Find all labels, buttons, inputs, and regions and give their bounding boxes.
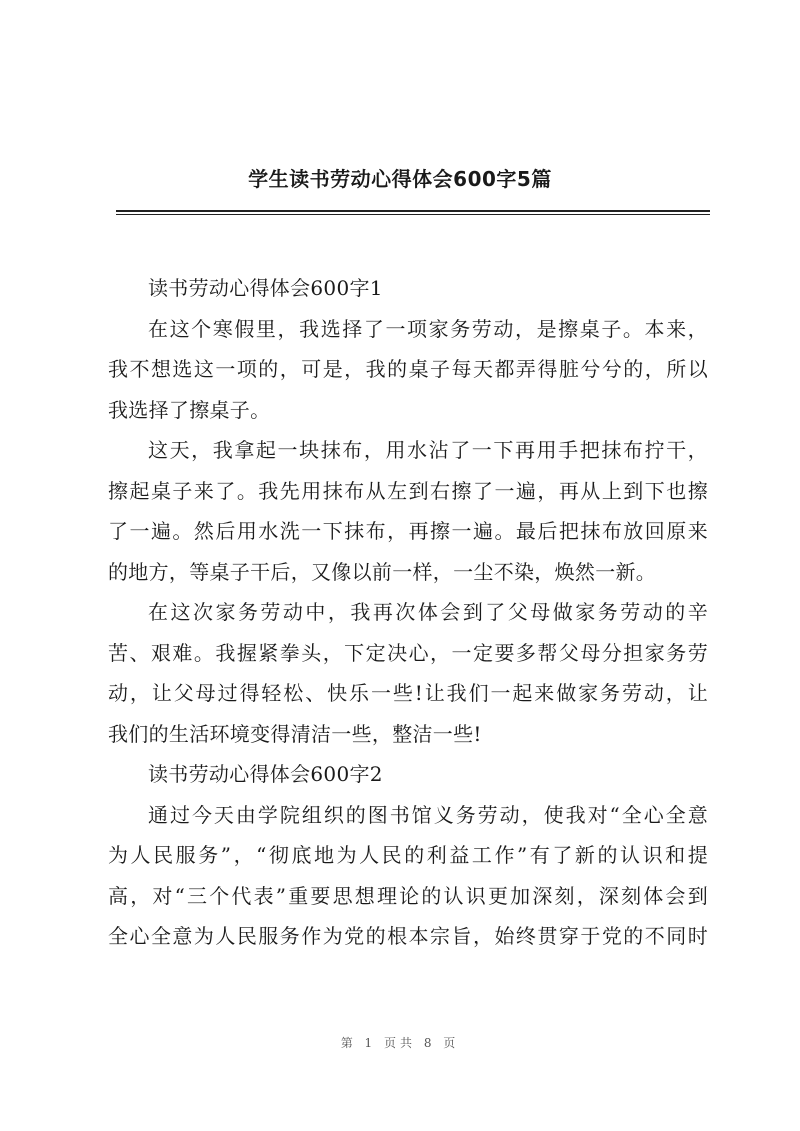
paragraph-line: 通过今天由学院组织的图书馆义务劳动，使我对“全心全意	[148, 802, 708, 827]
paragraph-line: 为人民服务”，“彻底地为人民的利益工作”有了新的认识和提	[108, 843, 708, 867]
page-number-footer: 第 1 页共 8 页	[340, 1036, 460, 1050]
paragraph-line: 我选择了擦桌子。	[108, 397, 271, 422]
paragraph-line: 高，对“三个代表”重要思想理论的认识更加深刻，深刻体会到	[108, 883, 708, 908]
paragraph-line: 了一遍。然后用水洗一下抹布，再擦一遍。最后把抹布放回原来	[108, 519, 708, 543]
title-divider	[116, 210, 710, 215]
paragraph-line: 在这个寒假里，我选择了一项家务劳动，是擦桌子。本来，	[148, 316, 708, 341]
document-body	[108, 268, 708, 957]
paragraph-line: 的地方，等桌子干后，又像以前一样，一尘不染，焕然一新。	[108, 559, 657, 584]
paragraph-line: 动，让父母过得轻松、快乐一些!让我们一起来做家务劳动，让	[108, 681, 708, 705]
paragraph-line: 我们的生活环境变得清洁一些，整洁一些!	[108, 721, 482, 746]
page-title: 学生读书劳动心得体会600字5篇	[248, 167, 552, 191]
section-heading-1: 读书劳动心得体会600字1	[148, 276, 383, 300]
paragraph-line: 擦起桌子来了。我先用抹布从左到右擦了一遍，再从上到下也擦	[108, 478, 708, 503]
section-heading-2: 读书劳动心得体会600字2	[148, 762, 383, 786]
paragraph-line: 全心全意为人民服务作为党的根本宗旨，始终贯穿于党的不同时	[108, 924, 708, 948]
paragraph-line: 我不想选这一项的，可是，我的桌子每天都弄得脏兮兮的，所以	[108, 357, 708, 381]
paragraph-line: 苦、艰难。我握紧拳头，下定决心，一定要多帮父母分担家务劳	[108, 640, 708, 665]
paragraph-line: 这天，我拿起一块抹布，用水沾了一下再用手把抹布拧干，	[148, 438, 708, 462]
paragraph-line: 在这次家务劳动中，我再次体会到了父母做家务劳动的辛	[148, 600, 708, 624]
